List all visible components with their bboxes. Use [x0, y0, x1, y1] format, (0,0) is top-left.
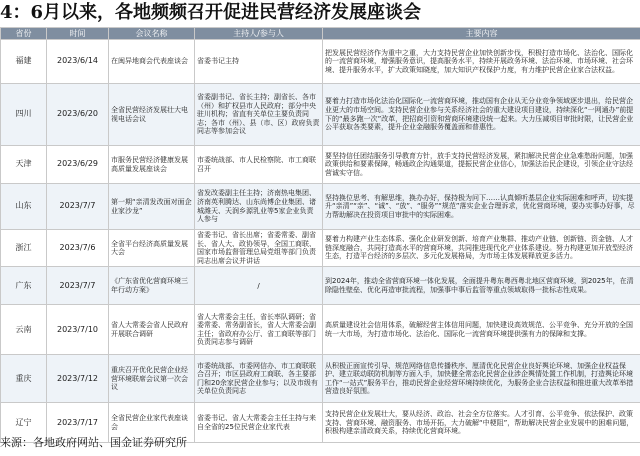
cell-content: 从积极正面宣传引导、规范网络信息传播秩序、厘清优化民营企业良好舆论环境、加强企业权益保护、建立联动联防机制等方面入手，加快健全常态化民营企业涉企舆情处置工作机制，打造舆论环境工作“一站式”服务平台，推动民营企业经营环境持续优化，为服务企业合法权益和推进重大改革举措营造良好氛围。	[323, 355, 640, 403]
header-province: 省份	[1, 28, 47, 40]
header-host: 主持人/参与人	[195, 28, 323, 40]
cell-province: 天津	[1, 146, 47, 184]
header-date: 时间	[47, 28, 109, 40]
cell-host: 市委统战部、市人民检察院、市工商联召开	[195, 146, 323, 184]
meetings-table	[0, 27, 640, 443]
cell-date: 2023/7/7	[47, 184, 109, 230]
cell-meeting: 第一期“亲清发改面对面企业家沙龙”	[109, 184, 195, 230]
cell-host: 省委书记主持	[195, 40, 323, 84]
table-row	[1, 267, 640, 305]
cell-date: 2023/7/17	[47, 403, 109, 443]
cell-content: 把发展民营经济作为重中之重，大力支持民营企业加快创新步伐，积极打造市场化、法治化、国际化的一流营商环境，增强服务意识，提高服务水平，持续开展政务环境、法治环境、市场环境、社会环境、提升服务水平，扩大政策知晓度，加大知识产权保护力度，有力维护民营企业家合法权益。	[323, 40, 640, 84]
header-meeting: 会议名称	[109, 28, 195, 40]
cell-host: /	[195, 267, 323, 305]
cell-content: 要坚持信任团结服务引导教育方针，放手支持民营经济发展，紧扣解决民营企业急难愁盼问题，加强政策供给和要素保障，畅通政企沟通渠道，提振民营企业信心，加强法治民企建设，引领企业守法经营诚实守信。	[323, 146, 640, 184]
cell-meeting: 全省民营企业家代表座谈会	[109, 403, 195, 443]
cell-meeting: 市服务民营经济健康发展高质量发展座谈会	[109, 146, 195, 184]
cell-province: 四川	[1, 84, 47, 146]
cell-meeting: 《广东省优化营商环境三年行动方案》	[109, 267, 195, 305]
cell-province: 辽宁	[1, 403, 47, 443]
cell-host: 省人大常委会主任，省长率队调研；省委常委、常务副省长，省人大常委会副主任；省政府办公厅、省工商联等部门负责同志参与调研	[195, 305, 323, 355]
cell-province: 广东	[1, 267, 47, 305]
table-row	[1, 40, 640, 84]
source-footnote: 来源：各地政府网站、国金证券研究所	[0, 436, 187, 449]
cell-host: 省委副书记、省长主持；副省长、各市（州）和扩权县市人民政府；部分中央驻川机构；省直有关单位主要负责同志；各市（州）、县（市、区）政府负责同志等参加会议	[195, 84, 323, 146]
cell-date: 2023/7/12	[47, 355, 109, 403]
table-row	[1, 230, 640, 267]
page-title: 4：6月以来，各地频频召开促进民营经济发展座谈会	[0, 2, 422, 23]
cell-meeting: 省人大常委会省人民政府开展联合调研	[109, 305, 195, 355]
cell-content: 要着力构建产业生态体系、强化企业研发创新、培育产业集群、推动产业链、创新链、资金链、人才链深度融合，共同打造高水平的营商环境，共同推进现代化产业体系建设。努力构建更加开放型经济生态，打造平台经济的多层次、多元化发展格局，为市场主体发展释放更多活力。	[323, 230, 640, 267]
table-row	[1, 146, 640, 184]
table-row	[1, 184, 640, 230]
cell-meeting: 全省平台经济高质量发展大会	[109, 230, 195, 267]
cell-date: 2023/7/10	[47, 305, 109, 355]
cell-content: 高质量建设社会信用体系，破解经营主体信用问题，加快建设高效规范、公平竞争、充分开放的全国统一大市场，为打造市场化、法治化、国际化一流营商环境提供强有力的保障和支撑。	[323, 305, 640, 355]
cell-date: 2023/6/14	[47, 40, 109, 84]
cell-date: 2023/6/29	[47, 146, 109, 184]
cell-content: 支持民营企业发展壮大，要从经济、政治、社会全方位落实。人才引育、公平竞争、依法保护、政策支持、营商环境、融资服务、市场开拓，大力破解“中梗阻”，帮助解决民营企业发展中的困难问题，积极构建亲清政商关系，持续优化营商环境。	[323, 403, 640, 443]
cell-meeting: 重庆召开优化民营企业经营环境联席会议第一次会议	[109, 355, 195, 403]
cell-date: 2023/7/7	[47, 267, 109, 305]
cell-host: 市委统战部、市委网信办、市工商联联合召开；市区县政府工商联、各主要部门和20余家民营企业参与；以及市级有关单位负责同志	[195, 355, 323, 403]
cell-content: 坚持换位思考、有解思维，换办办好，保持极为问下……认真倾听基层企业实际困难和呼声，切实提升“亲清”“亲”、“诚”、“放”、“服务”“规范”落实企业合理诉求，优化营商环境，要办实事办好事，尽力帮助解决在投资项目审批中的实际困难。	[323, 184, 640, 230]
table-row	[1, 84, 640, 146]
table-row	[1, 355, 640, 403]
cell-province: 福建	[1, 40, 47, 84]
table-header-row	[1, 28, 640, 40]
cell-meeting: 在闽异地商会代表座谈会	[109, 40, 195, 84]
table-row	[1, 305, 640, 355]
cell-content: 要着力打造市场化法治化国际化一流营商环境，推动国有企业从无分业竞争领域逐步退出，给民营企业更大的市场空间。支持民营企业参与关系经济社会的重大建设项目建设，持续深化“一网通办”前提下的“最多跑一次”改革，把招商引资和营商环境建设统一起来。大力压减项目审批时限，让民营企业公平获取各类要素，提升企业金融服务覆盖面和普惠性。	[323, 84, 640, 146]
cell-content: 到2024年，推动全省营商环境一体化发展，全面提升粤东粤西粤北地区营商环境，到2025年，在清除隐性壁垒、优化再造审批流程，加强事中事后监管等重点领域取得一批标志性成果。	[323, 267, 640, 305]
cell-province: 重庆	[1, 355, 47, 403]
cell-date: 2023/6/20	[47, 84, 109, 146]
cell-host: 省委书记、省人大常委会主任主持与来自全省的25位民营企业家代表	[195, 403, 323, 443]
header-content: 主要内容	[323, 28, 640, 40]
cell-province: 山东	[1, 184, 47, 230]
cell-province: 浙江	[1, 230, 47, 267]
cell-meeting: 全省民营经济发展壮大电视电话会议	[109, 84, 195, 146]
cell-host: 省发改委副主任主持；济南热电集团、济南英利腾达、山东尚博企业集团、诸城潍天、天润乡源乳业等5家企业负责人参与	[195, 184, 323, 230]
cell-host: 省委书记、省长出席；省委常委、副省长、省人大、政协领导，全国工商联、国家市场监督管理总局党组等部门负责同志出席会议并讲话	[195, 230, 323, 267]
cell-province: 云南	[1, 305, 47, 355]
cell-date: 2023/7/6	[47, 230, 109, 267]
